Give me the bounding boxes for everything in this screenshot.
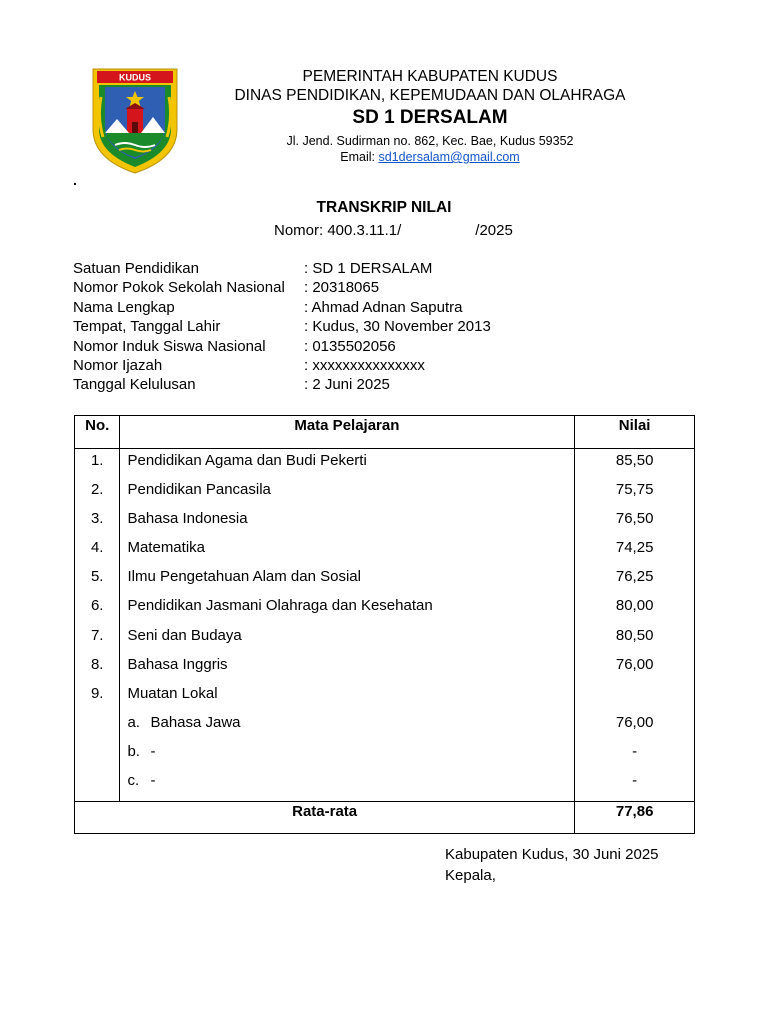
subrow-letter: c. bbox=[127, 772, 140, 790]
row-subject: Pendidikan Agama dan Budi Pekerti bbox=[120, 449, 575, 482]
average-value: 77,86 bbox=[575, 802, 695, 834]
info-label: Nomor Ijazah bbox=[73, 357, 163, 375]
row-no: 9. bbox=[75, 685, 120, 714]
document-number bbox=[274, 222, 513, 239]
row-subject: Muatan Lokal bbox=[120, 685, 575, 714]
table-header-row bbox=[75, 416, 695, 449]
row-value: - bbox=[575, 743, 695, 772]
row-subject bbox=[120, 743, 575, 772]
row-value: 74,25 bbox=[575, 539, 695, 568]
info-label: Tanggal Kelulusan bbox=[73, 376, 196, 394]
row-subject: Bahasa Inggris bbox=[120, 656, 575, 685]
table-row bbox=[75, 627, 695, 656]
info-value: : 0135502056 bbox=[304, 337, 396, 355]
bullet-mark: . bbox=[73, 172, 77, 188]
letterhead bbox=[180, 68, 680, 165]
row-value: - bbox=[575, 772, 695, 802]
info-row bbox=[73, 278, 491, 297]
row-no bbox=[75, 714, 120, 743]
table-footer-row bbox=[75, 802, 695, 834]
row-no: 6. bbox=[75, 597, 120, 626]
row-no: 2. bbox=[75, 481, 120, 510]
subrow-letter: b. bbox=[127, 742, 140, 760]
grades-table bbox=[74, 415, 695, 834]
header-no: No. bbox=[75, 416, 120, 449]
info-row bbox=[73, 298, 491, 317]
info-label: Tempat, Tanggal Lahir bbox=[73, 318, 221, 336]
subrow-subject: - bbox=[150, 742, 156, 760]
row-value: 76,00 bbox=[575, 714, 695, 743]
row-subject: Matematika bbox=[120, 539, 575, 568]
info-label: Nomor Pokok Sekolah Nasional bbox=[73, 279, 285, 297]
subrow-subject: - bbox=[150, 772, 156, 790]
info-row bbox=[73, 337, 491, 356]
row-no bbox=[75, 743, 120, 772]
row-value: 75,75 bbox=[575, 481, 695, 510]
info-row bbox=[73, 259, 491, 278]
school-address: Jl. Jend. Sudirman no. 862, Kec. Bae, Kudus 59352 bbox=[286, 134, 574, 148]
email-label: Email: bbox=[340, 150, 379, 164]
row-subject bbox=[120, 772, 575, 802]
row-value: 76,50 bbox=[575, 510, 695, 539]
row-no: 3. bbox=[75, 510, 120, 539]
row-no: 8. bbox=[75, 656, 120, 685]
department-name: DINAS PENDIDIKAN, KEPEMUDAAN DAN OLAHRAGA bbox=[234, 87, 626, 104]
logo-banner-text: KUDUS bbox=[118, 72, 152, 83]
email-link[interactable]: sd1dersalam@gmail.com bbox=[378, 150, 520, 164]
header-subject: Mata Pelajaran bbox=[120, 416, 575, 449]
info-value: : Ahmad Adnan Saputra bbox=[304, 298, 463, 316]
table-subrow bbox=[75, 772, 695, 802]
row-subject: Pendidikan Jasmani Olahraga dan Kesehatan bbox=[120, 597, 575, 626]
table-subrow bbox=[75, 714, 695, 743]
subrow-letter: a. bbox=[127, 713, 140, 731]
regency-emblem-logo bbox=[91, 67, 179, 175]
row-no: 1. bbox=[75, 449, 120, 482]
info-label: Nomor Induk Siswa Nasional bbox=[73, 337, 266, 355]
row-subject: Seni dan Budaya bbox=[120, 627, 575, 656]
row-subject: Pendidikan Pancasila bbox=[120, 481, 575, 510]
signature-place-date: Kabupaten Kudus, 30 Juni 2025 bbox=[445, 846, 659, 863]
row-no: 7. bbox=[75, 627, 120, 656]
email-line bbox=[180, 149, 680, 165]
government-name: PEMERINTAH KABUPATEN KUDUS bbox=[302, 68, 558, 85]
school-name: SD 1 DERSALAM bbox=[352, 107, 508, 128]
row-no bbox=[75, 772, 120, 802]
row-value: 76,25 bbox=[575, 568, 695, 597]
info-row bbox=[73, 375, 491, 394]
header-value: Nilai bbox=[575, 416, 695, 449]
info-row bbox=[73, 356, 491, 375]
info-value: : Kudus, 30 November 2013 bbox=[304, 318, 491, 336]
document-title: TRANSKRIP NILAI bbox=[316, 199, 452, 216]
row-value bbox=[575, 685, 695, 714]
signature-block bbox=[445, 844, 659, 886]
row-no: 5. bbox=[75, 568, 120, 597]
signature-title: Kepala, bbox=[445, 867, 496, 884]
info-label: Nama Lengkap bbox=[73, 298, 175, 316]
row-value: 76,00 bbox=[575, 656, 695, 685]
table-row bbox=[75, 449, 695, 482]
student-info bbox=[73, 259, 491, 395]
row-value: 85,50 bbox=[575, 449, 695, 482]
average-label: Rata-rata bbox=[75, 802, 575, 834]
row-subject: Bahasa Indonesia bbox=[120, 510, 575, 539]
row-no: 4. bbox=[75, 539, 120, 568]
info-row bbox=[73, 317, 491, 336]
document-number-prefix: Nomor: 400.3.11.1/ bbox=[274, 222, 402, 239]
table-row bbox=[75, 481, 695, 510]
row-value: 80,00 bbox=[575, 597, 695, 626]
table-row bbox=[75, 685, 695, 714]
info-value: : 2 Juni 2025 bbox=[304, 376, 390, 394]
table-subrow bbox=[75, 743, 695, 772]
row-subject bbox=[120, 714, 575, 743]
table-row bbox=[75, 597, 695, 626]
table-row bbox=[75, 568, 695, 597]
info-value: : xxxxxxxxxxxxxxx bbox=[304, 357, 425, 375]
info-value: : 20318065 bbox=[304, 279, 380, 297]
row-subject: Ilmu Pengetahuan Alam dan Sosial bbox=[120, 568, 575, 597]
document-number-suffix: /2025 bbox=[475, 222, 513, 239]
subrow-subject: Bahasa Jawa bbox=[150, 713, 241, 731]
info-label: Satuan Pendidikan bbox=[73, 260, 199, 277]
table-row bbox=[75, 656, 695, 685]
row-value: 80,50 bbox=[575, 627, 695, 656]
table-row bbox=[75, 510, 695, 539]
table-row bbox=[75, 539, 695, 568]
info-value: : SD 1 DERSALAM bbox=[304, 260, 433, 277]
